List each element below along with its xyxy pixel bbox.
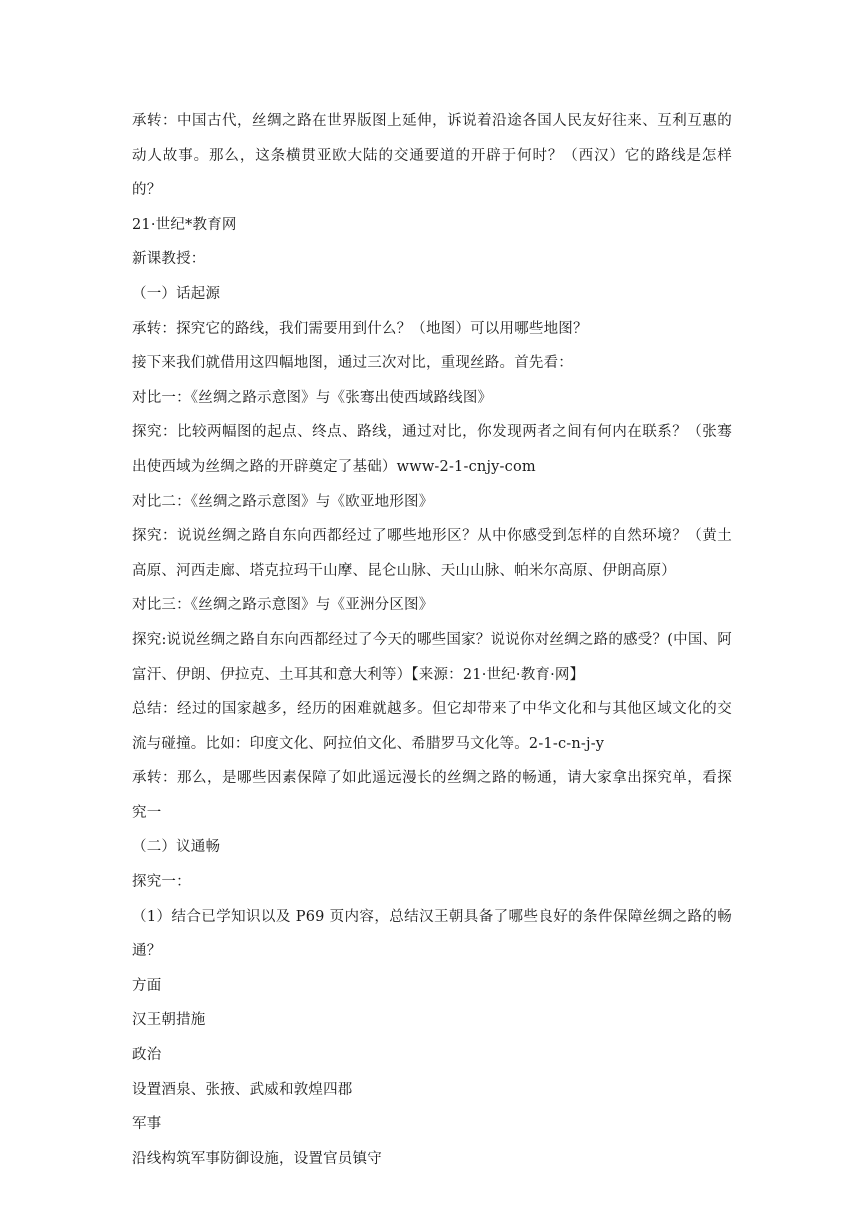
- table-cell-military: 军事: [132, 1116, 162, 1133]
- paragraph-explore-three: 探究:说说丝绸之路自东向西都经过了今天的哪些国家？说说你对丝绸之路的感受？(中国、阿富汗、伊朗、伊拉克、土耳其和意大利等）【来源：21·世纪·教育·网】: [132, 631, 732, 683]
- paragraph-transition-maps: 承转：探究它的路线，我们需要用到什么？（地图）可以用哪些地图？: [132, 320, 588, 337]
- paragraph-source-mark: 21·世纪*教育网: [132, 216, 237, 233]
- paragraph-transition-intro: 承转：中国古代，丝绸之路在世界版图上延伸，诉说着沿途各国人民友好往来、互利互惠的动人故事。那么，这条横贯亚欧大陆的交通要道的开辟于何时？（西汉）它的路线是怎样的？: [132, 113, 732, 199]
- paragraph-compare-one: 对比一：《丝绸之路示意图》与《张骞出使西域路线图》: [132, 389, 493, 406]
- table-cell-aspect-header: 方面: [132, 977, 162, 994]
- table-cell-politics-measure: 设置酒泉、张掖、武威和敦煌四郡: [132, 1081, 353, 1098]
- paragraph-question-one: （1）结合已学知识以及 P69 页内容，总结汉王朝具备了哪些良好的条件保障丝绸之路的畅通？: [132, 908, 732, 960]
- paragraph-explore-label: 探究一：: [132, 874, 191, 891]
- table-cell-measures-header: 汉王朝措施: [132, 1012, 206, 1029]
- paragraph-four-maps: 接下来我们就借用这四幅地图，通过三次对比，重现丝路。首先看：: [132, 355, 573, 372]
- section-heading-origin: （一）话起源: [132, 285, 221, 302]
- paragraph-summary: 总结：经过的国家越多，经历的困难就越多。但它却带来了中华文化和与其他区域文化的交流与碰撞。比如：印度文化、阿拉伯文化、希腊罗马文化等。2-1-c-n-j-y: [132, 701, 732, 752]
- paragraph-compare-two: 对比二：《丝绸之路示意图》与《欧亚地形图》: [132, 493, 434, 510]
- paragraph-explore-two: 探究：说说丝绸之路自东向西都经过了哪些地形区？从中你感受到怎样的自然环境？（黄土高原、河西走廊、塔克拉玛干山摩、昆仑山脉、天山山脉、帕米尔高原、伊朗高原）: [132, 528, 732, 579]
- paragraph-compare-three: 对比三：《丝绸之路示意图》与《亚洲分区图》: [132, 597, 434, 614]
- table-cell-politics: 政治: [132, 1047, 162, 1064]
- paragraph-transition-explore: 承转：那么，是哪些因素保障了如此遥远漫长的丝绸之路的畅通，请大家拿出探究单，看探究一: [132, 770, 732, 821]
- paragraph-explore-one: 探究：比较两幅图的起点、终点、路线，通过对比，你发现两者之间有何内在联系？（张骞出使西域为丝绸之路的开辟奠定了基础）www-2-1-cnjy-com: [132, 424, 732, 475]
- table-cell-military-measure: 沿线构筑军事防御设施，设置官员镇守: [132, 1150, 382, 1167]
- paragraph-new-lesson: 新课教授：: [132, 251, 206, 268]
- section-heading-smooth: （二）议通畅: [132, 839, 221, 856]
